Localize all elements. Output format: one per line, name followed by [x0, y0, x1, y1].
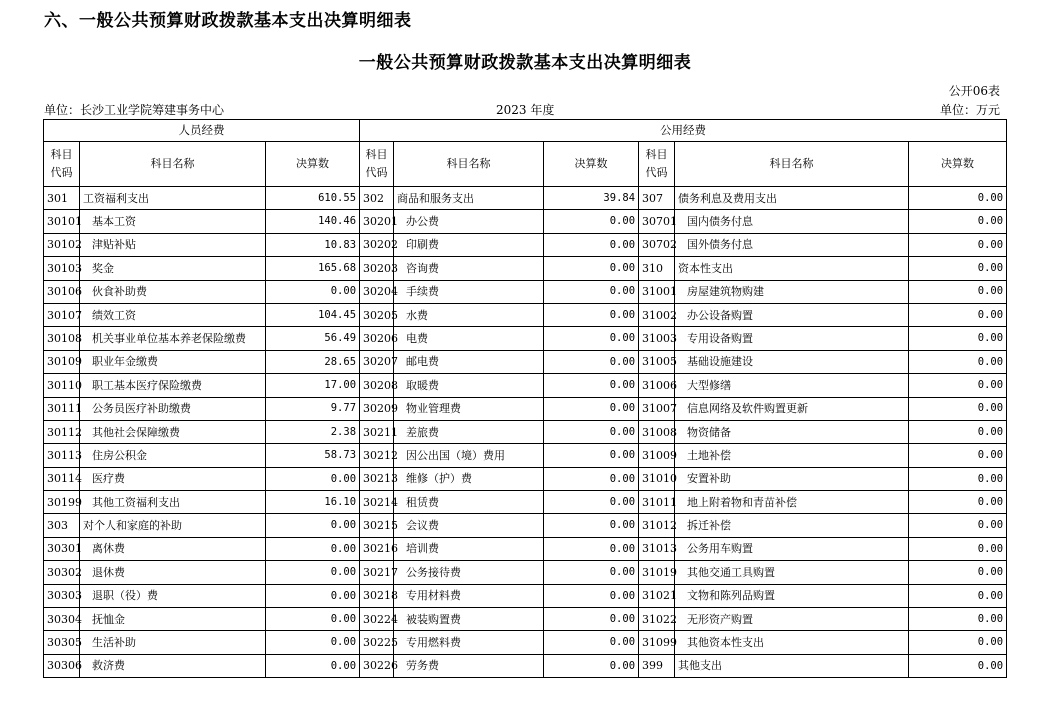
fiscal-year: 2023 年度: [496, 103, 555, 117]
subject-code: 30109: [44, 350, 80, 373]
amount-value: 0.00: [909, 444, 1007, 467]
subject-code: 30701: [639, 210, 675, 233]
amount-value: 0.00: [544, 303, 639, 326]
page-title: 一般公共预算财政拨款基本支出决算明细表: [358, 53, 692, 73]
subject-code: 30304: [44, 608, 80, 631]
amount-value: 10.83: [266, 233, 360, 256]
amount-value: 0.00: [266, 537, 360, 560]
col-code-header: 科目 代码: [44, 142, 80, 187]
subject-name: 办公费: [394, 210, 544, 233]
subject-code: 30215: [360, 514, 394, 537]
subject-code: 30209: [360, 397, 394, 420]
form-code: 公开06表: [948, 84, 1000, 98]
table-row: [44, 350, 1007, 373]
subject-name: 信息网络及软件购置更新: [675, 397, 909, 420]
amount-value: 0.00: [266, 608, 360, 631]
subject-name: 职业年金缴费: [80, 350, 266, 373]
subject-code: 31022: [639, 608, 675, 631]
amount-value: 39.84: [544, 187, 639, 210]
col-name-header: 科目名称: [80, 142, 266, 187]
subject-code: 30306: [44, 654, 80, 677]
amount-value: 0.00: [544, 467, 639, 490]
subject-name: 手续费: [394, 280, 544, 303]
table-row: [44, 233, 1007, 256]
amount-value: 0.00: [544, 654, 639, 677]
table-row: [44, 210, 1007, 233]
subject-name: 对个人和家庭的补助: [80, 514, 266, 537]
subject-code: 30114: [44, 467, 80, 490]
amount-value: 0.00: [544, 350, 639, 373]
table-row: [44, 187, 1007, 210]
amount-value: 0.00: [544, 257, 639, 280]
subject-code: 31009: [639, 444, 675, 467]
subject-name: 取暖费: [394, 374, 544, 397]
subject-code: 30111: [44, 397, 80, 420]
subject-code: 31007: [639, 397, 675, 420]
amount-value: 0.00: [266, 654, 360, 677]
table-row: [44, 257, 1007, 280]
subject-name: 基本工资: [80, 210, 266, 233]
subject-code: 30301: [44, 537, 80, 560]
subject-code: 30103: [44, 257, 80, 280]
subject-code: 310: [639, 257, 675, 280]
col-name-header: 科目名称: [675, 142, 909, 187]
subject-code: 303: [44, 514, 80, 537]
subject-name: 会议费: [394, 514, 544, 537]
subject-name: 退休费: [80, 561, 266, 584]
subject-code: 31019: [639, 561, 675, 584]
subject-code: 30225: [360, 631, 394, 654]
subject-name: 债务利息及费用支出: [675, 187, 909, 210]
amount-value: 0.00: [909, 303, 1007, 326]
table-row: [44, 608, 1007, 631]
table-row: [44, 561, 1007, 584]
amount-value: 0.00: [266, 280, 360, 303]
subject-name: 公务用车购置: [675, 537, 909, 560]
amount-value: 0.00: [544, 327, 639, 350]
amount-value: 0.00: [909, 514, 1007, 537]
amount-value: 56.49: [266, 327, 360, 350]
subject-code: 31008: [639, 420, 675, 443]
subject-name: 被装购置费: [394, 608, 544, 631]
amount-value: 0.00: [266, 631, 360, 654]
unit-label: 单位：长沙工业学院筹建事务中心: [44, 103, 225, 117]
subject-code: 301: [44, 187, 80, 210]
table-row: [44, 654, 1007, 677]
table-row: [44, 467, 1007, 490]
subject-code: 30216: [360, 537, 394, 560]
amount-value: 0.00: [909, 631, 1007, 654]
amount-value: 0.00: [544, 374, 639, 397]
subject-name: 物资储备: [675, 420, 909, 443]
subject-name: 培训费: [394, 537, 544, 560]
subject-code: 30101: [44, 210, 80, 233]
subject-name: 差旅费: [394, 420, 544, 443]
subject-name: 离休费: [80, 537, 266, 560]
subject-code: 30302: [44, 561, 80, 584]
amount-value: 0.00: [544, 514, 639, 537]
subject-code: 30303: [44, 584, 80, 607]
subject-name: 安置补助: [675, 467, 909, 490]
subject-name: 印刷费: [394, 233, 544, 256]
amount-value: 0.00: [266, 467, 360, 490]
subject-code: 30112: [44, 420, 80, 443]
amount-value: 2.38: [266, 420, 360, 443]
amount-value: 0.00: [909, 327, 1007, 350]
subject-name: 绩效工资: [80, 303, 266, 326]
amount-value: 0.00: [909, 374, 1007, 397]
subject-code: 30113: [44, 444, 80, 467]
subject-name: 租赁费: [394, 491, 544, 514]
subject-code: 30201: [360, 210, 394, 233]
subject-code: 30211: [360, 420, 394, 443]
subject-name: 无形资产购置: [675, 608, 909, 631]
table-row: [44, 420, 1007, 443]
amount-value: 104.45: [266, 303, 360, 326]
amount-value: 0.00: [909, 467, 1007, 490]
subject-name: 其他社会保障缴费: [80, 420, 266, 443]
subject-name: 奖金: [80, 257, 266, 280]
subject-name: 地上附着物和青苗补偿: [675, 491, 909, 514]
subject-code: 30199: [44, 491, 80, 514]
subject-name: 其他资本性支出: [675, 631, 909, 654]
subject-code: 31001: [639, 280, 675, 303]
amount-value: 58.73: [266, 444, 360, 467]
subject-name: 咨询费: [394, 257, 544, 280]
subject-code: 30202: [360, 233, 394, 256]
subject-name: 国内债务付息: [675, 210, 909, 233]
amount-value: 0.00: [909, 233, 1007, 256]
currency-unit: 单位：万元: [939, 103, 1000, 117]
col-amount-header: 决算数: [544, 142, 639, 187]
subject-code: 30208: [360, 374, 394, 397]
subject-name: 职工基本医疗保险缴费: [80, 374, 266, 397]
subject-name: 维修（护）费: [394, 467, 544, 490]
col-amount-header: 决算数: [909, 142, 1007, 187]
amount-value: 0.00: [544, 397, 639, 420]
amount-value: 9.77: [266, 397, 360, 420]
subject-code: 31006: [639, 374, 675, 397]
table-row: [44, 374, 1007, 397]
amount-value: 17.00: [266, 374, 360, 397]
subject-code: 30107: [44, 303, 80, 326]
subject-code: 30218: [360, 584, 394, 607]
subject-name: 公务接待费: [394, 561, 544, 584]
subject-code: 30106: [44, 280, 80, 303]
table-row: [44, 327, 1007, 350]
subject-name: 拆迁补偿: [675, 514, 909, 537]
subject-name: 抚恤金: [80, 608, 266, 631]
subject-code: 30702: [639, 233, 675, 256]
amount-value: 0.00: [544, 608, 639, 631]
amount-value: 0.00: [909, 537, 1007, 560]
subject-code: 31012: [639, 514, 675, 537]
table-row: [44, 491, 1007, 514]
amount-value: 0.00: [544, 631, 639, 654]
subject-code: 30108: [44, 327, 80, 350]
subject-code: 302: [360, 187, 394, 210]
table-row: [44, 280, 1007, 303]
amount-value: 0.00: [909, 584, 1007, 607]
subject-code: 30217: [360, 561, 394, 584]
subject-name: 专用燃料费: [394, 631, 544, 654]
col-code-header: 科目 代码: [639, 142, 675, 187]
table-row: [44, 537, 1007, 560]
amount-value: 0.00: [909, 280, 1007, 303]
subject-name: 文物和陈列品购置: [675, 584, 909, 607]
subject-code: 30224: [360, 608, 394, 631]
table-row: [44, 303, 1007, 326]
subject-code: 30102: [44, 233, 80, 256]
subject-name: 电费: [394, 327, 544, 350]
amount-value: 0.00: [909, 608, 1007, 631]
subject-name: 其他支出: [675, 654, 909, 677]
subject-code: 31002: [639, 303, 675, 326]
subject-name: 土地补偿: [675, 444, 909, 467]
subject-code: 31005: [639, 350, 675, 373]
amount-value: 0.00: [544, 233, 639, 256]
subject-name: 退职（役）费: [80, 584, 266, 607]
subject-code: 30213: [360, 467, 394, 490]
amount-value: 0.00: [266, 584, 360, 607]
subject-code: 31099: [639, 631, 675, 654]
group-personnel: 人员经费: [44, 120, 360, 142]
amount-value: 610.55: [266, 187, 360, 210]
subject-name: 国外债务付息: [675, 233, 909, 256]
amount-value: 0.00: [544, 420, 639, 443]
column-header-row: [44, 142, 1007, 187]
subject-name: 房屋建筑物购建: [675, 280, 909, 303]
amount-value: 0.00: [544, 210, 639, 233]
subject-name: 基础设施建设: [675, 350, 909, 373]
subject-name: 生活补助: [80, 631, 266, 654]
subject-name: 医疗费: [80, 467, 266, 490]
subject-name: 因公出国（境）费用: [394, 444, 544, 467]
subject-code: 30226: [360, 654, 394, 677]
amount-value: 0.00: [909, 561, 1007, 584]
subject-name: 公务员医疗补助缴费: [80, 397, 266, 420]
subject-code: 31010: [639, 467, 675, 490]
subject-name: 劳务费: [394, 654, 544, 677]
table-row: [44, 397, 1007, 420]
amount-value: 0.00: [909, 420, 1007, 443]
group-public: 公用经费: [360, 120, 1007, 142]
subject-name: 专用设备购置: [675, 327, 909, 350]
col-code-header: 科目 代码: [360, 142, 394, 187]
subject-name: 商品和服务支出: [394, 187, 544, 210]
expenditure-table: [43, 119, 1007, 678]
subject-code: 30305: [44, 631, 80, 654]
amount-value: 16.10: [266, 491, 360, 514]
subject-name: 住房公积金: [80, 444, 266, 467]
subject-code: 30203: [360, 257, 394, 280]
amount-value: 0.00: [909, 257, 1007, 280]
subject-code: 30212: [360, 444, 394, 467]
amount-value: 0.00: [544, 280, 639, 303]
subject-code: 31003: [639, 327, 675, 350]
subject-name: 物业管理费: [394, 397, 544, 420]
table-row: [44, 631, 1007, 654]
subject-code: 31013: [639, 537, 675, 560]
subject-code: 30205: [360, 303, 394, 326]
subject-name: 资本性支出: [675, 257, 909, 280]
subject-name: 机关事业单位基本养老保险缴费: [80, 327, 266, 350]
subject-code: 30110: [44, 374, 80, 397]
subject-code: 307: [639, 187, 675, 210]
amount-value: 0.00: [909, 397, 1007, 420]
amount-value: 0.00: [266, 561, 360, 584]
group-header-row: [44, 120, 1007, 142]
amount-value: 0.00: [909, 350, 1007, 373]
subject-code: 31021: [639, 584, 675, 607]
amount-value: 0.00: [544, 561, 639, 584]
amount-value: 165.68: [266, 257, 360, 280]
subject-name: 救济费: [80, 654, 266, 677]
col-name-header: 科目名称: [394, 142, 544, 187]
section-heading: 六、一般公共预算财政拨款基本支出决算明细表: [44, 11, 412, 31]
table-row: [44, 584, 1007, 607]
amount-value: 0.00: [544, 491, 639, 514]
subject-code: 31011: [639, 491, 675, 514]
amount-value: 140.46: [266, 210, 360, 233]
subject-name: 水费: [394, 303, 544, 326]
col-amount-header: 决算数: [266, 142, 360, 187]
amount-value: 0.00: [544, 537, 639, 560]
amount-value: 0.00: [909, 491, 1007, 514]
subject-name: 办公设备购置: [675, 303, 909, 326]
subject-code: 30206: [360, 327, 394, 350]
subject-name: 津贴补贴: [80, 233, 266, 256]
subject-name: 专用材料费: [394, 584, 544, 607]
table-row: [44, 444, 1007, 467]
amount-value: 28.65: [266, 350, 360, 373]
subject-name: 其他交通工具购置: [675, 561, 909, 584]
amount-value: 0.00: [544, 444, 639, 467]
subject-code: 30214: [360, 491, 394, 514]
amount-value: 0.00: [544, 584, 639, 607]
subject-name: 邮电费: [394, 350, 544, 373]
subject-name: 工资福利支出: [80, 187, 266, 210]
subject-name: 大型修缮: [675, 374, 909, 397]
amount-value: 0.00: [266, 514, 360, 537]
subject-code: 30207: [360, 350, 394, 373]
subject-name: 伙食补助费: [80, 280, 266, 303]
amount-value: 0.00: [909, 187, 1007, 210]
subject-code: 399: [639, 654, 675, 677]
subject-code: 30204: [360, 280, 394, 303]
subject-name: 其他工资福利支出: [80, 491, 266, 514]
amount-value: 0.00: [909, 210, 1007, 233]
table-row: [44, 514, 1007, 537]
amount-value: 0.00: [909, 654, 1007, 677]
